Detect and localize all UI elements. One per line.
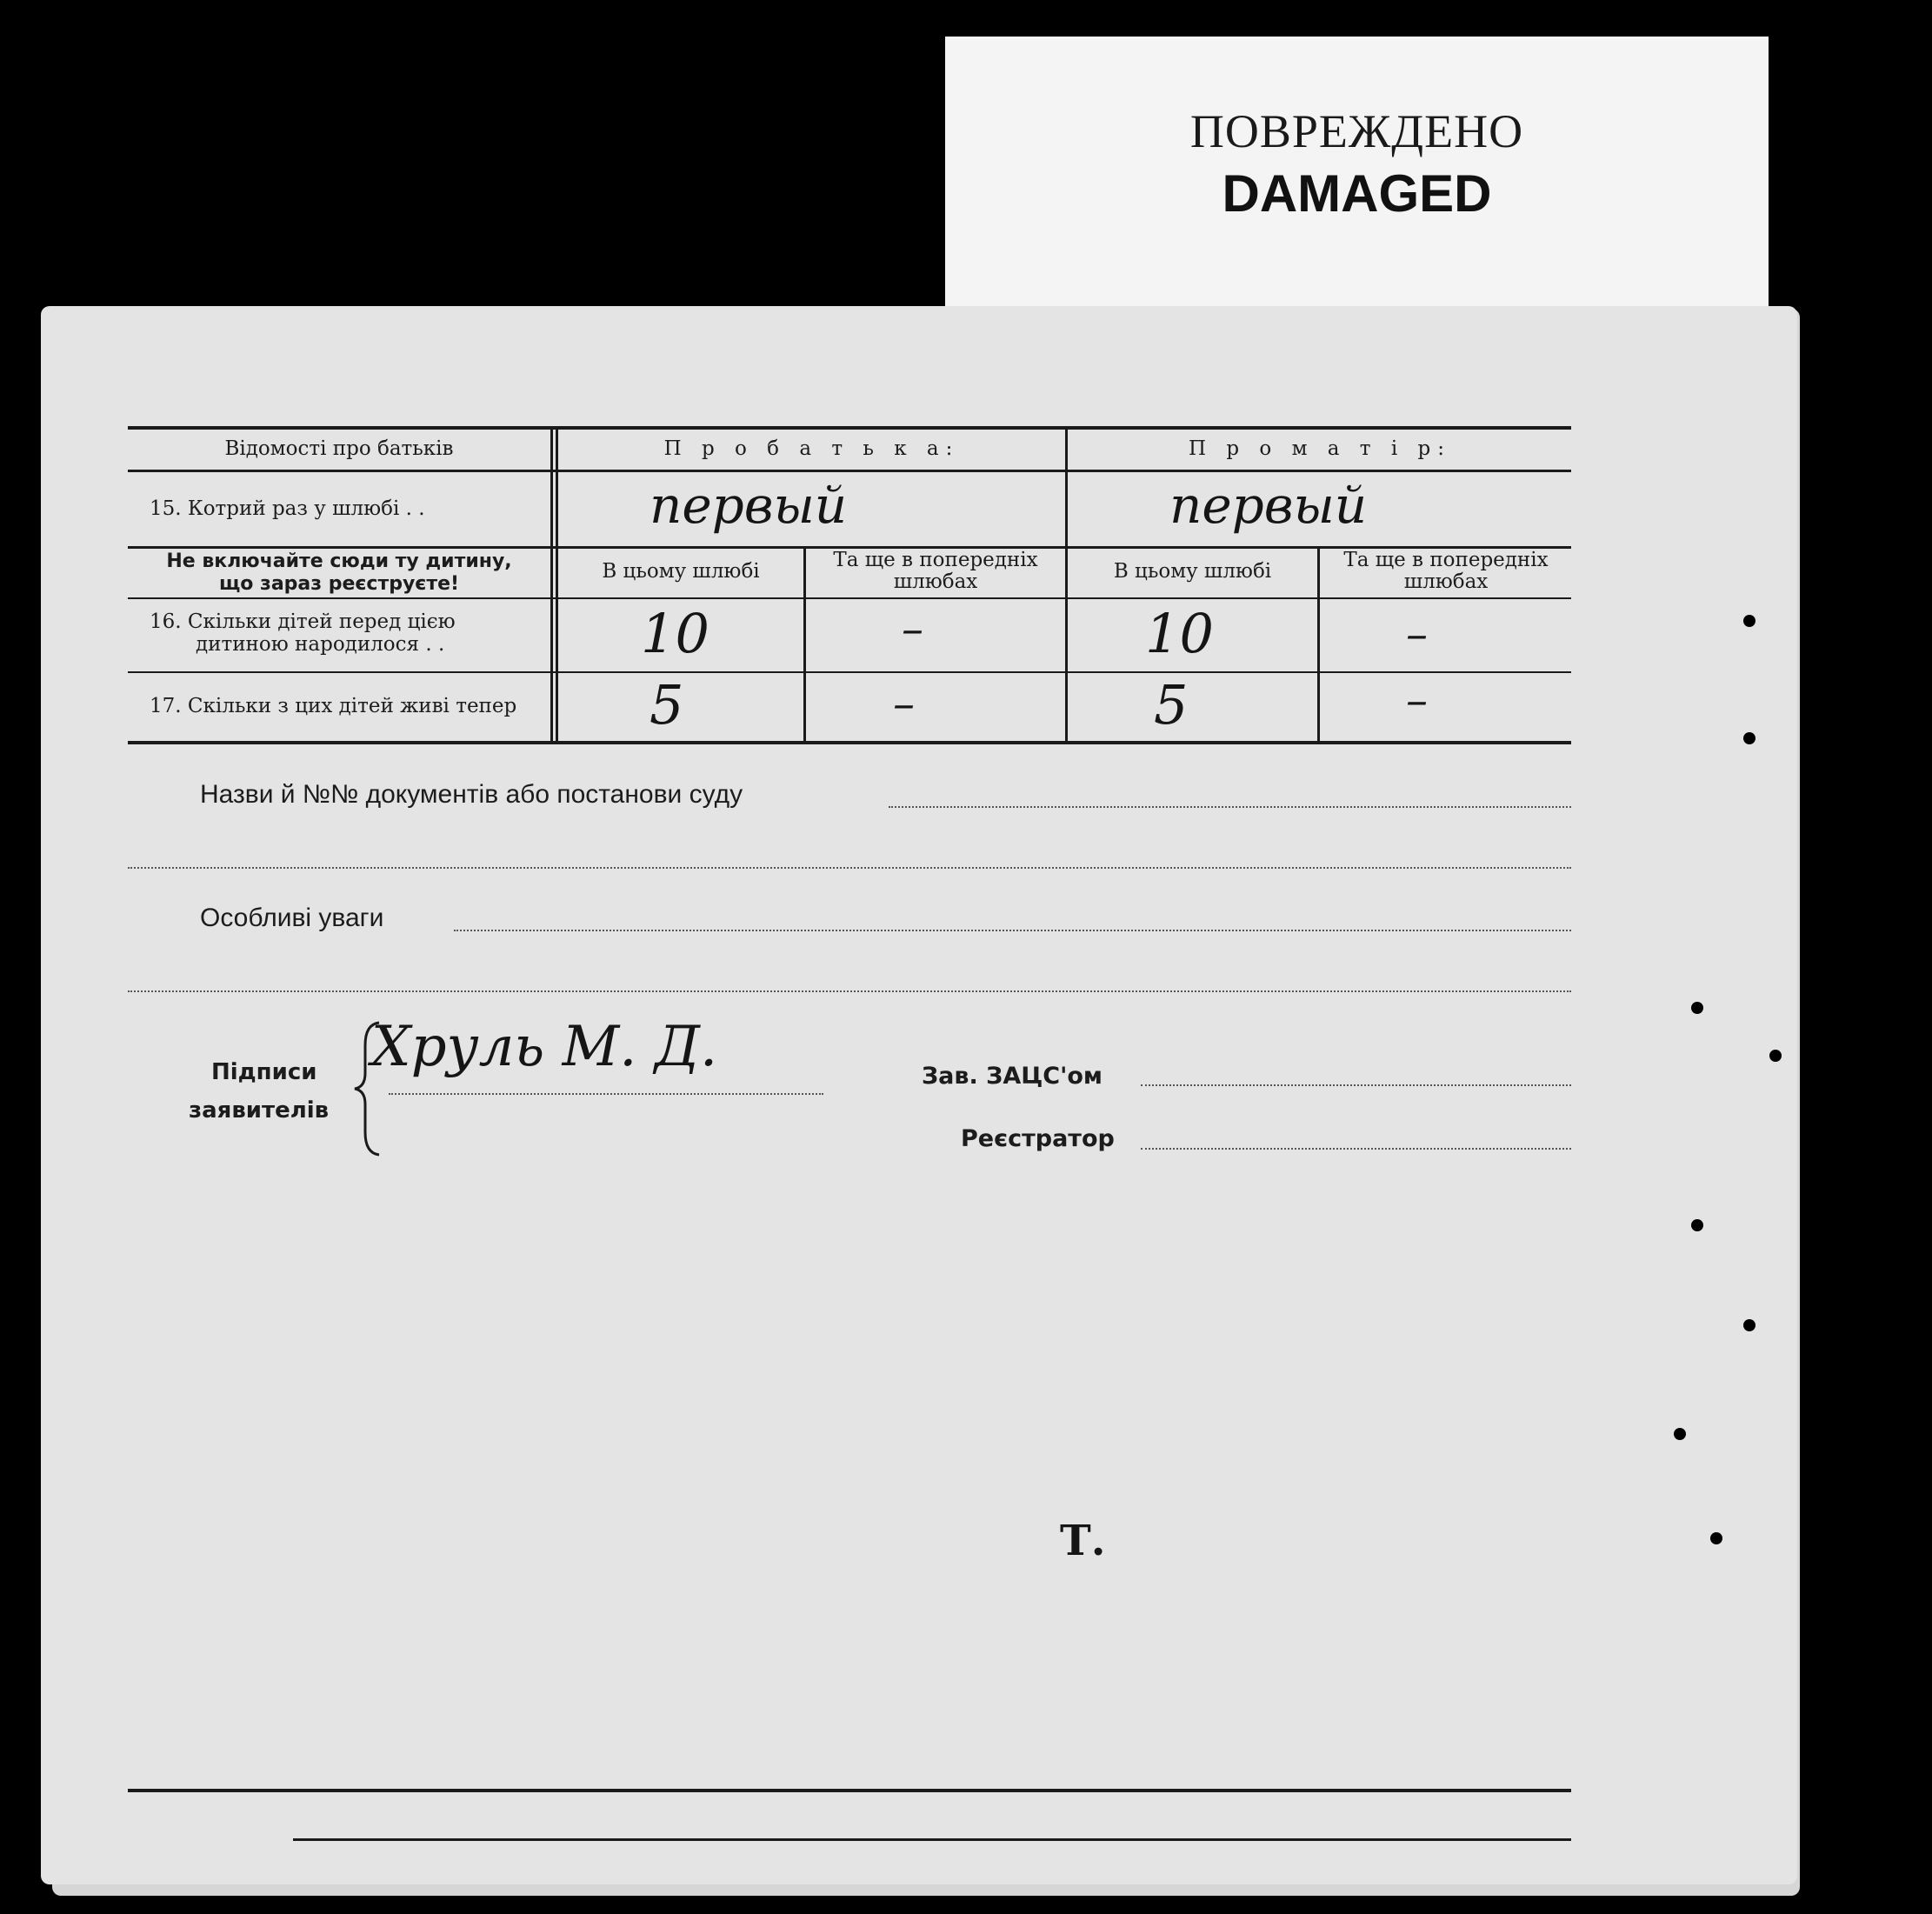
row17-label: 17. Скільки з цих дітей живі тепер bbox=[150, 695, 517, 717]
registrar-signature-line bbox=[1141, 1148, 1571, 1150]
header-mother: П р о м а т і р: bbox=[1189, 437, 1451, 460]
row15-label: 15. Котрий раз у шлюбі . . bbox=[150, 497, 425, 520]
head-signature-line bbox=[1141, 1084, 1571, 1086]
binding-hole bbox=[1674, 1428, 1686, 1440]
row17-mother-this: 5 bbox=[1154, 673, 1189, 737]
bottom-rule-lower bbox=[293, 1838, 1571, 1841]
documents-line-1 bbox=[889, 806, 1571, 808]
documents-line-2 bbox=[128, 867, 1571, 869]
row16-father-this: 10 bbox=[641, 602, 710, 665]
row16-mother-prev: – bbox=[1406, 609, 1428, 659]
damaged-stamp-en: DAMAGED bbox=[1222, 164, 1492, 223]
note-line1: Не включайте сюди ту дитину, bbox=[166, 550, 512, 572]
row17-mother-prev: – bbox=[1406, 675, 1428, 725]
row16-rule bbox=[128, 671, 1571, 673]
row15-father-value: первый bbox=[650, 476, 848, 535]
table-bottom-rule bbox=[128, 741, 1571, 744]
father-prev-marriages-header: Та ще в попередніх шлюбах bbox=[833, 549, 1038, 593]
remarks-label: Особливі уваги bbox=[200, 904, 384, 932]
binding-hole bbox=[1743, 615, 1755, 627]
mother-prev-marriages-header: Та ще в попередніх шлюбах bbox=[1343, 549, 1549, 593]
binding-hole bbox=[1743, 732, 1755, 744]
row16-label-line2: дитиною народилося . . bbox=[196, 633, 445, 656]
binding-hole bbox=[1769, 1050, 1782, 1062]
damaged-stamp-ru: ПОВРЕЖДЕНО bbox=[1189, 105, 1524, 157]
subheader-rule bbox=[128, 597, 1571, 599]
row15-mother-value: первый bbox=[1169, 476, 1368, 535]
bottom-rule bbox=[128, 1789, 1571, 1792]
binding-hole bbox=[1691, 1219, 1703, 1231]
row16-label-line1: 16. Скільки дітей перед цією bbox=[150, 610, 456, 633]
form-sheet bbox=[41, 306, 1797, 1884]
table-header-rule bbox=[128, 470, 1571, 472]
note-line2: що зараз реєструєте! bbox=[218, 573, 460, 595]
father-this-marriage-header: В цьому шлюбі bbox=[602, 560, 760, 583]
table-top-rule bbox=[128, 426, 1571, 430]
signature-line bbox=[389, 1093, 823, 1095]
row17-father-this: 5 bbox=[650, 673, 684, 737]
mother-this-marriage-header: В цьому шлюбі bbox=[1113, 560, 1272, 583]
col-divider-1 bbox=[550, 428, 553, 743]
remarks-line-1 bbox=[454, 930, 1571, 931]
remarks-line-2 bbox=[128, 990, 1571, 992]
signatures-label-line1: Підписи bbox=[211, 1059, 317, 1085]
signatures-label-line2: заявителів bbox=[189, 1097, 330, 1124]
header-father: П р о б а т ь к а: bbox=[663, 437, 960, 460]
registrar-label: Реєстратор bbox=[961, 1125, 1115, 1152]
row16-father-prev: – bbox=[902, 604, 923, 654]
binding-hole bbox=[1710, 1532, 1722, 1544]
col-divider-2 bbox=[1065, 428, 1068, 743]
col-divider-1b bbox=[556, 428, 558, 743]
row16-mother-this: 10 bbox=[1145, 602, 1214, 665]
binding-hole bbox=[1743, 1319, 1755, 1331]
header-parents-info: Відомості про батьків bbox=[224, 437, 454, 460]
damaged-label-card bbox=[945, 37, 1769, 323]
documents-label: Назви й №№ документів або постанови суду bbox=[200, 780, 743, 809]
row17-father-prev: – bbox=[893, 678, 915, 729]
binding-hole bbox=[1691, 1002, 1703, 1014]
note-exclude-child bbox=[128, 550, 550, 596]
applicant-signature: Хруль М. Д. bbox=[371, 1015, 718, 1079]
head-label: Зав. ЗАЦС'ом bbox=[922, 1063, 1103, 1090]
handwritten-mark: Т. bbox=[1060, 1517, 1106, 1565]
